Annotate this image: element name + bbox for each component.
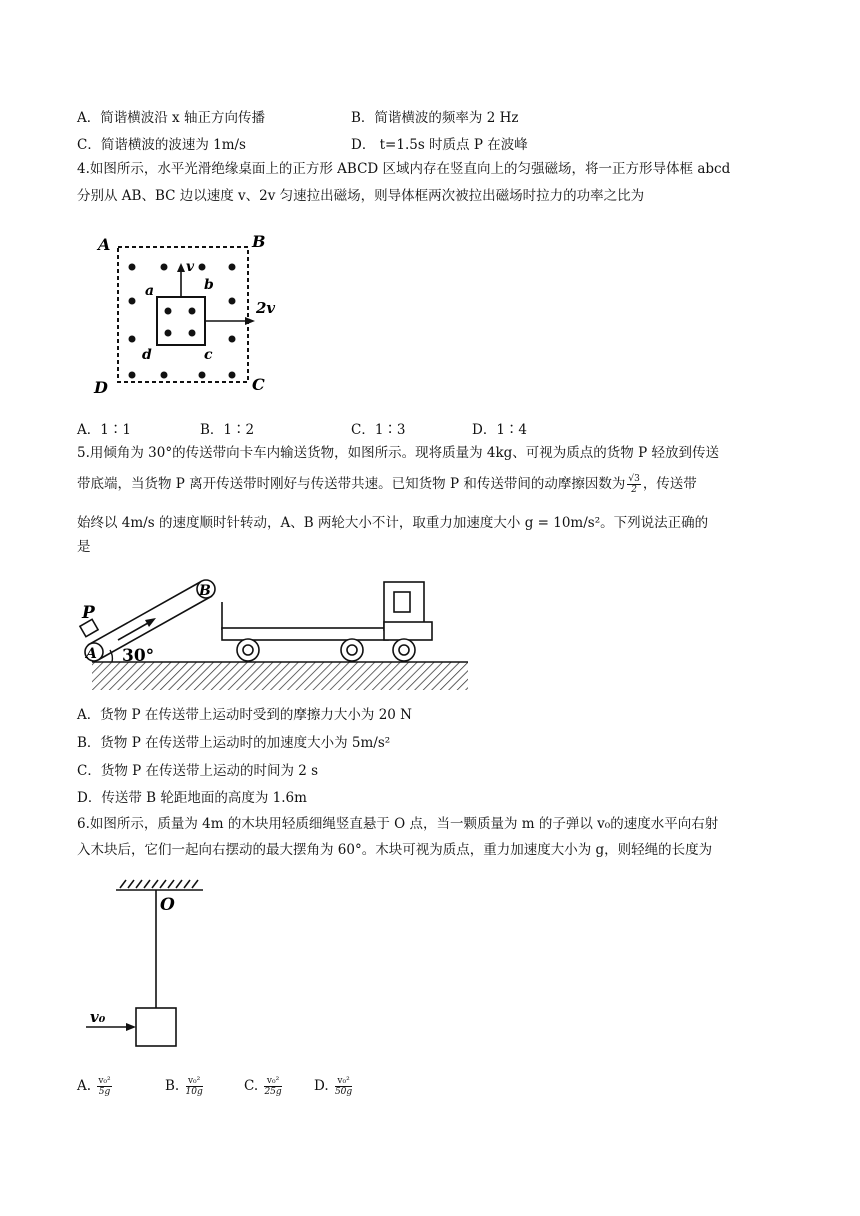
- q5-option-d: D．传送带 B 轮距地面的高度为 1.6m: [77, 790, 307, 806]
- q5-option-b: B．货物 P 在传送带上运动时的加速度大小为 5m/s²: [77, 735, 391, 751]
- q4-stem-line2: 分别从 AB、BC 边以速度 v、2v 匀速拉出磁场，则导体框两次被拉出磁场时拉力的功率之比为: [77, 188, 645, 204]
- label-B: B: [252, 232, 266, 251]
- q4-option-a: A．1∶1: [77, 422, 131, 438]
- q3-option-b: B．简谐横波的频率为 2 Hz: [351, 110, 519, 126]
- label-2v: 2v: [256, 299, 276, 317]
- q5-figure: [76, 570, 468, 695]
- q3-option-c: C．简谐横波的波速为 1m/s: [77, 137, 246, 153]
- q5-stem-line2: 带底端，当货物 P 离开传送带时刚好与传送带共速。已知货物 P 和传送带间的动摩擦因数为 $\frac{√3}{2}$ ，传送带: [77, 474, 697, 495]
- label-pulley-A: A: [86, 646, 97, 662]
- q3-option-d: D． t=1.5s 时质点 P 在波峰: [351, 137, 528, 153]
- q6-stem-line2: 入木块后，它们一起向右摆动的最大摆角为 60°。木块可视为质点，重力加速度大小为 g，则轻绳的长度为: [77, 842, 713, 858]
- q5-stem-line3: 始终以 4m/s 的速度顺时针转动，A、B 两轮大小不计，取重力加速度大小 g = 10m/s²。下列说法正确的: [77, 515, 709, 531]
- q6-stem-line1: 6.如图所示，质量为 4m 的木块用轻质细绳竖直悬于 O 点，当一颗质量为 m 的子弹以 v₀的速度水平向右射: [77, 816, 719, 832]
- label-d: d: [142, 347, 152, 363]
- q6-figure: [78, 870, 228, 1060]
- velocity-up-arrow: [177, 263, 185, 272]
- label-b: b: [204, 277, 214, 293]
- conductor-frame-abcd: [157, 297, 205, 345]
- ground-hatch: [92, 662, 468, 690]
- label-angle: 30°: [122, 646, 155, 666]
- q5-option-c: C．货物 P 在传送带上运动的时间为 2 s: [77, 763, 319, 779]
- label-c: c: [204, 347, 213, 363]
- velocity-right-arrow: [245, 317, 255, 325]
- truck: [222, 582, 432, 661]
- mu-fraction: $\frac{√3}{2}$: [628, 474, 640, 495]
- q5-option-a: A．货物 P 在传送带上运动时受到的摩擦力大小为 20 N: [77, 707, 412, 723]
- q6-option-c: C. $\frac{\text{v₀²}}{25g}$: [244, 1076, 282, 1097]
- q3-option-a: A．简谐横波沿 x 轴正方向传播: [77, 110, 265, 126]
- q4-option-d: D．1∶4: [472, 422, 528, 438]
- q6-option-b: B. $\frac{\text{v₀²}}{10g}$: [165, 1076, 203, 1097]
- truck-front: [384, 622, 432, 640]
- label-a: a: [145, 283, 155, 299]
- label-v0: v₀: [90, 1008, 106, 1026]
- label-P: P: [82, 603, 95, 623]
- label-pulley-B: B: [199, 583, 211, 599]
- label-C: C: [252, 375, 265, 394]
- label-A: A: [98, 235, 111, 254]
- label-O: O: [160, 895, 175, 915]
- q4-stem-line1: 4.如图所示，水平光滑绝缘桌面上的正方形 ABCD 区域内存在竖直向上的匀强磁场，将一正方形导体框 abcd: [77, 161, 731, 177]
- wooden-block: [136, 1008, 176, 1046]
- q5-stem-line1: 5.用倾角为 30°的传送带向卡车内输送货物，如图所示。现将质量为 4kg、可视为质点的货物 P 轻放到传送: [77, 445, 719, 461]
- q4-figure: [80, 225, 290, 405]
- q4-option-b: B．1∶2: [200, 422, 255, 438]
- truck-bed: [222, 628, 388, 640]
- truck-window: [394, 592, 410, 612]
- q5-stem-line4: 是: [77, 539, 91, 555]
- label-v: v: [186, 259, 195, 275]
- magnetic-region-square: [118, 247, 248, 382]
- q6-option-a: A. $\frac{\text{v₀²}}{5g}$: [77, 1076, 111, 1097]
- bullet-velocity-arrow: [126, 1023, 136, 1031]
- ceiling-hatch: [116, 880, 203, 890]
- belt-direction-arrow: [145, 618, 156, 627]
- q4-option-c: C．1∶3: [351, 422, 406, 438]
- label-D: D: [94, 378, 108, 397]
- q6-option-d: D. $\frac{\text{v₀²}}{50g}$: [314, 1076, 353, 1097]
